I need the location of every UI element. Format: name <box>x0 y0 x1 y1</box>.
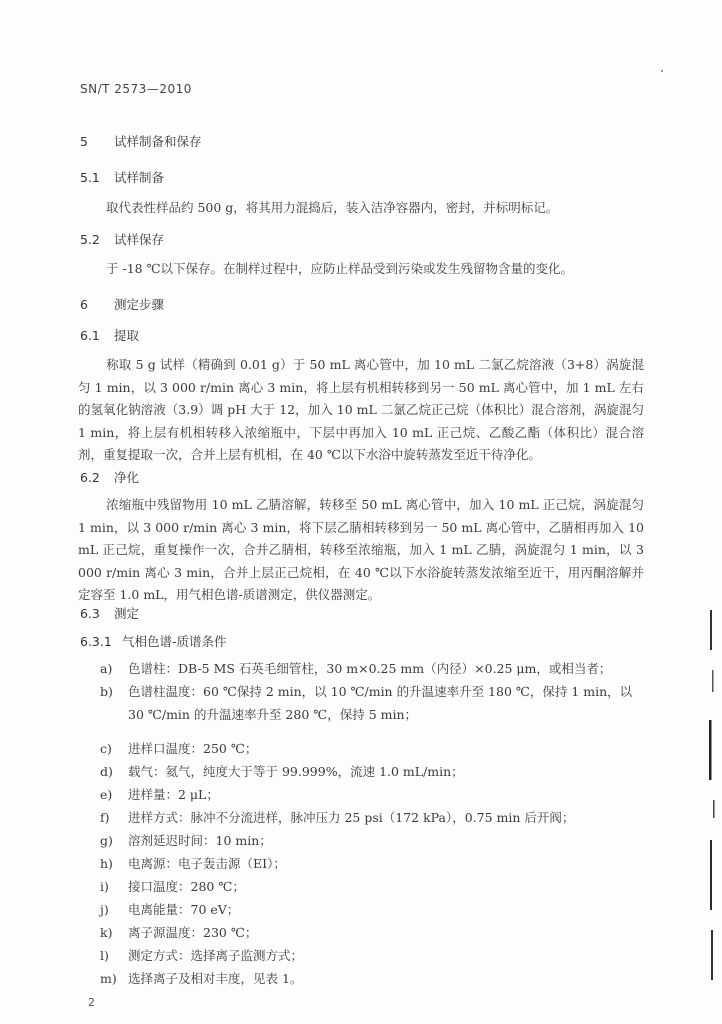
item-key: e) <box>100 787 113 802</box>
section-title: 试样制备 <box>114 170 165 185</box>
item-text: 接口温度：280 ℃； <box>128 879 245 894</box>
section-title: 测定步骤 <box>114 297 165 312</box>
condition-item <box>100 968 646 991</box>
section-5-heading <box>80 132 202 150</box>
item-text: 载气：氦气，纯度大于等于 99.999%，流速 1.0 mL/min； <box>128 764 464 779</box>
section-5-1-paragraph <box>78 197 644 220</box>
item-key: b) <box>100 684 113 699</box>
item-key: d) <box>100 764 113 779</box>
item-text: 电离源：电子轰击源（EI）； <box>128 856 286 871</box>
item-key: j) <box>100 902 109 917</box>
condition-item <box>100 876 646 899</box>
condition-item <box>100 853 646 876</box>
item-key: i) <box>100 879 109 894</box>
item-key: a) <box>100 661 113 676</box>
item-key: k) <box>100 925 113 940</box>
item-key: h) <box>100 856 113 871</box>
section-5-1-heading <box>80 168 164 186</box>
item-text: 色谱柱：DB-5 MS 石英毛细管柱，30 m×0.25 mm（内径）×0.25 μm，或相当者； <box>128 661 612 676</box>
section-5-2-heading <box>80 230 164 248</box>
scan-speck <box>661 70 663 72</box>
section-6-2-paragraph <box>78 494 644 607</box>
section-6-1-paragraph <box>78 354 644 467</box>
section-6-heading <box>80 295 164 313</box>
paragraph-text: 称取 5 g 试样（精确到 0.01 g）于 50 mL 离心管中，加 10 mL 二氯乙烷溶液（3+8）涡旋混匀 1 min，以 3 000 r/min 离心 3 min，将上层有机相转移到另一 50 mL 离心管中，加 1 mL 左右的氢氧化钠溶液（3.9）调 pH 大于 12，加入 10 mL 二氯乙烷正己烷（体积比）混合溶剂，涡旋混匀 1 min，将上层有机相转移入浓缩瓶中，下层中再加入 10 mL 正己烷、乙酸乙酯（体积比）混合溶剂，重复提取一次，合并上层有机相，在 40 ℃以下水浴中旋转蒸发至近干待净化。 <box>78 357 644 462</box>
section-number: 5 <box>80 134 88 149</box>
item-text: 进样方式：脉冲不分流进样，脉冲压力 25 psi（172 kPa），0.75 min 后开阀； <box>128 810 575 825</box>
item-text: 溶剂延迟时间：10 min； <box>128 833 272 848</box>
section-number: 6 <box>80 297 88 312</box>
section-5-2-paragraph <box>78 258 644 281</box>
section-number: 6.2 <box>80 470 100 485</box>
page-number: 2 <box>88 996 95 1009</box>
condition-item <box>100 830 646 853</box>
section-title: 提取 <box>114 328 140 343</box>
section-number: 5.1 <box>80 170 100 185</box>
condition-item <box>100 784 646 807</box>
condition-item <box>100 761 646 784</box>
section-title: 气相色谱-质谱条件 <box>122 634 227 649</box>
condition-item <box>100 658 646 681</box>
item-text: 电离能量：70 eV； <box>128 902 240 917</box>
item-text: 测定方式：选择离子监测方式； <box>128 948 304 963</box>
condition-item <box>100 922 646 945</box>
section-6-3-heading <box>80 604 139 622</box>
item-text: 进样口温度：250 ℃； <box>128 741 258 756</box>
item-text: 进样量：2 μL； <box>128 787 219 802</box>
item-key: f) <box>100 810 110 825</box>
item-key: c) <box>100 741 112 756</box>
section-number: 5.2 <box>80 232 100 247</box>
item-key: m) <box>100 971 117 986</box>
item-text: 离子源温度：230 ℃； <box>128 925 258 940</box>
section-title: 试样保存 <box>114 232 165 247</box>
condition-item <box>100 738 646 761</box>
paragraph-text: 浓缩瓶中残留物用 10 mL 乙腈溶解，转移至 50 mL 离心管中，加入 10 mL 正己烷，涡旋混匀 1 min，以 3 000 r/min 离心 3 min，将下层乙腈相转移到另一 50 mL 离心管中，乙腈相再加入 10 mL 正己烷，重复操作一次，合并乙腈相，转移至浓缩瓶，加入 1 mL 乙腈，涡旋混匀 1 min，以 3 000 r/min 离心 3 min，合并上层正己烷相，在 40 ℃以下水浴旋转蒸发浓缩至近干，用丙酮溶解并定容至 1.0 mL，用气相色谱-质谱测定，供仪器测定。 <box>78 497 644 602</box>
paragraph-text: 于 -18 ℃以下保存。在制样过程中，应防止样品受到污染或发生残留物含量的变化。 <box>106 261 574 276</box>
paragraph-text: 取代表性样品约 500 g，将其用力混捣后，装入洁净容器内，密封，并标明标记。 <box>106 200 559 215</box>
section-number: 6.1 <box>80 328 100 343</box>
item-key: g) <box>100 833 113 848</box>
scan-edge-marks <box>698 600 718 1000</box>
section-number: 6.3.1 <box>80 634 112 649</box>
standard-number: SN/T 2573—2010 <box>80 82 192 96</box>
section-title: 净化 <box>114 470 140 485</box>
item-key: l) <box>100 948 109 963</box>
section-6-1-heading <box>80 326 139 344</box>
item-text: 色谱柱温度：60 ℃保持 2 min，以 10 ℃/min 的升温速率升至 180 ℃，保持 1 min，以 30 ℃/min 的升温速率升至 280 ℃，保持 5 min； <box>128 684 633 722</box>
section-6-2-heading <box>80 468 139 486</box>
section-number: 6.3 <box>80 606 100 621</box>
condition-item <box>100 945 646 968</box>
condition-item <box>100 899 646 922</box>
item-text: 选择离子及相对丰度，见表 1。 <box>128 971 303 986</box>
section-title: 测定 <box>114 606 140 621</box>
section-6-3-1-heading <box>80 632 227 650</box>
condition-item <box>100 681 646 726</box>
section-title: 试样制备和保存 <box>114 134 202 149</box>
condition-item <box>100 807 646 830</box>
